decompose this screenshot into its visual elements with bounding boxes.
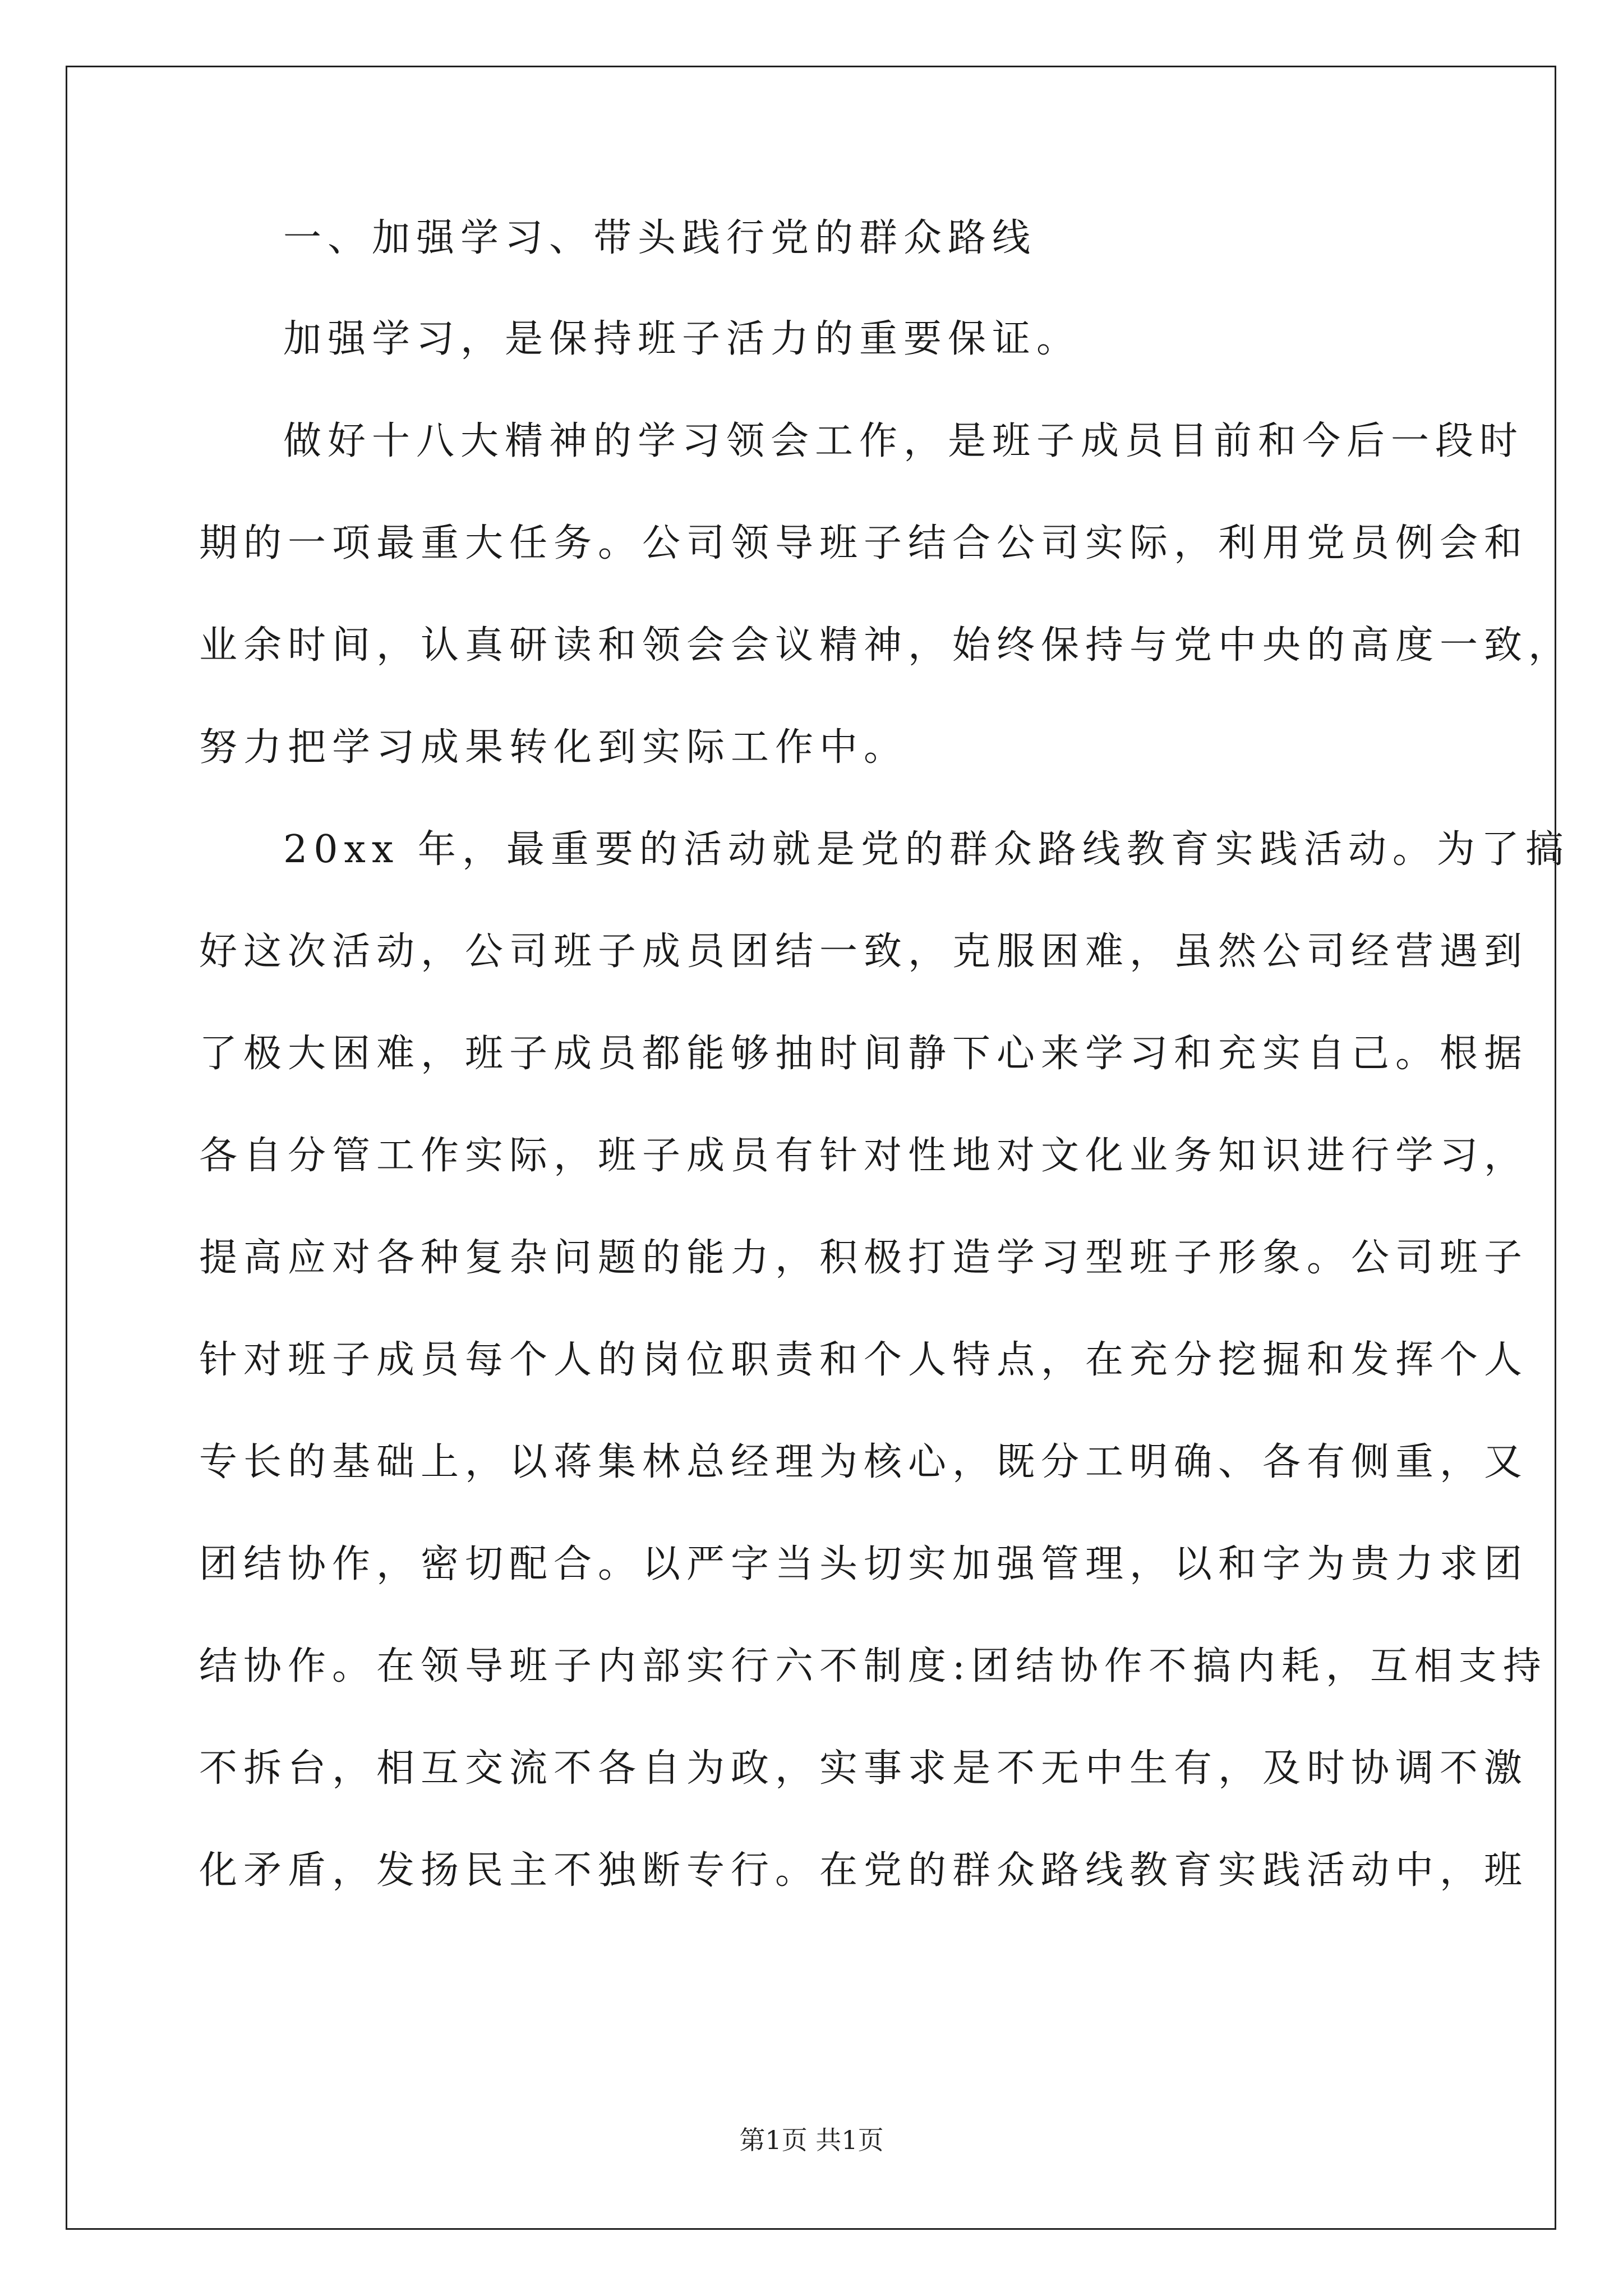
section-heading: 一、加强学习、带头践行党的群众路线 (283, 216, 1037, 260)
paragraph-line: 结协作。在领导班子内部实行六不制度:团结协作不搞内耗，互相支持 (199, 1644, 1547, 1688)
paragraph-line: 化矛盾，发扬民主不独断专行。在党的群众路线教育实践活动中，班 (199, 1848, 1529, 1893)
paragraph-line: 好这次活动，公司班子成员团结一致，克服困难，虽然公司经营遇到 (199, 930, 1529, 974)
paragraph-line: 团结协作，密切配合。以严字当头切实加强管理，以和字为贵力求团 (199, 1542, 1529, 1586)
paragraph-line: 专长的基础上，以蒋集林总经理为核心，既分工明确、各有侧重，又 (199, 1440, 1529, 1484)
paragraph-line: 不拆台，相互交流不各自为政，实事求是不无中生有，及时协调不激 (199, 1746, 1529, 1791)
paragraph-line: 努力把学习成果转化到实际工作中。 (199, 725, 909, 770)
paragraph-line: 业余时间，认真研读和领会会议精神，始终保持与党中央的高度一致， (199, 623, 1573, 668)
paragraph-line: 20xx 年，最重要的活动就是党的群众路线教育实践活动。为了搞 (283, 827, 1570, 872)
paragraph-line: 期的一项最重大任务。公司领导班子结合公司实际，利用党员例会和 (199, 521, 1529, 565)
paragraph-line: 了极大困难，班子成员都能够抽时间静下心来学习和充实自己。根据 (199, 1032, 1529, 1076)
paragraph-line: 提高应对各种复杂问题的能力，积极打造学习型班子形象。公司班子 (199, 1236, 1529, 1280)
paragraph-line: 针对班子成员每个人的岗位职责和个人特点，在充分挖掘和发挥个人 (199, 1338, 1529, 1382)
paragraph-line: 做好十八大精神的学习领会工作，是班子成员目前和今后一段时 (283, 419, 1524, 463)
page-number-footer: 第1页 共1页 (739, 2125, 884, 2155)
paragraph-line: 加强学习，是保持班子活力的重要保证。 (283, 317, 1081, 361)
paragraph-line: 各自分管工作实际，班子成员有针对性地对文化业务知识进行学习， (199, 1134, 1529, 1178)
